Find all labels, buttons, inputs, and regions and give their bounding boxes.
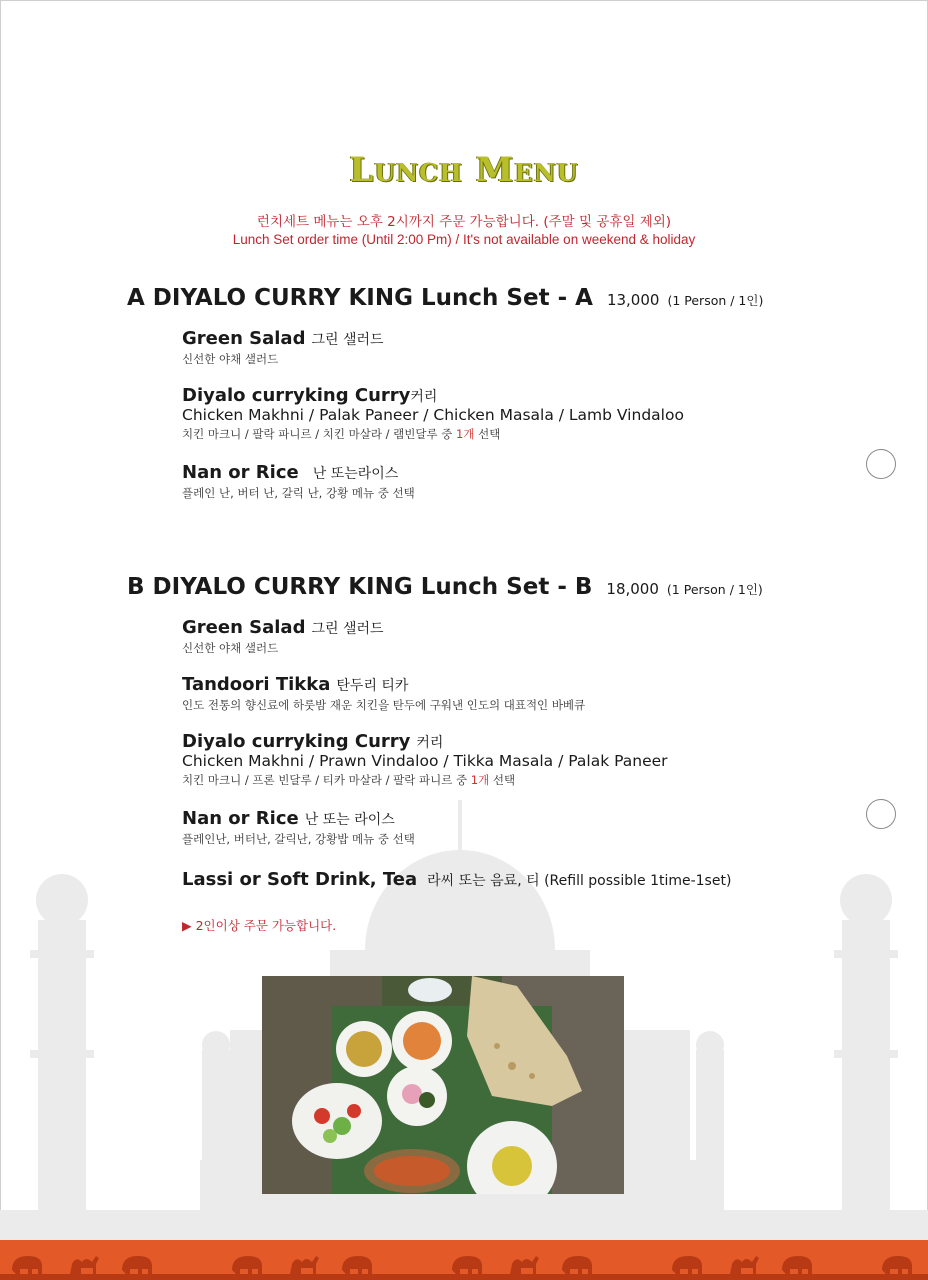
set-a-price: 13,000: [606, 291, 660, 309]
decorative-border-strip: [0, 1240, 928, 1280]
set-a-title: A DIYALO CURRY KING Lunch Set - A: [127, 285, 593, 311]
set-b-item-tandoori: [182, 674, 585, 713]
item-name: Green Salad: [182, 328, 306, 349]
item-name: Nan or Rice: [182, 462, 299, 483]
item-name: Green Salad: [182, 617, 306, 638]
set-b-heading: [127, 574, 763, 600]
binder-hole-bottom: [866, 799, 896, 829]
lunch-set-photo: [262, 976, 624, 1194]
item-name-kr: 그린 샐러드: [311, 332, 384, 348]
item-name: Lassi or Soft Drink, Tea: [182, 869, 418, 890]
subtitle-english: Lunch Set order time (Until 2:00 Pm) / It's not available on weekend & holiday: [232, 232, 696, 247]
item-name-kr: 커리: [410, 389, 438, 405]
item-name: Nan or Rice: [182, 808, 299, 829]
item-name-kr: 라씨 또는 음료, 티 (Refill possible 1time-1set): [427, 873, 732, 889]
item-name: Diyalo curryking Curry: [182, 385, 411, 406]
item-name-kr: 난 또는 라이스: [304, 812, 395, 828]
set-a-item-curry: [182, 385, 684, 442]
item-desc: 신선한 야채 샐러드: [182, 641, 279, 655]
set-b-unit: (1 Person / 1인): [666, 582, 763, 597]
set-b-item-curry: [182, 731, 668, 788]
set-a-unit: (1 Person / 1인): [667, 293, 764, 308]
item-options: Chicken Makhni / Prawn Vindaloo / Tikka Masala / Palak Paneer: [182, 752, 668, 770]
food-illustration: [262, 976, 624, 1194]
item-desc: 치킨 마크니 / 팔락 파니르 / 치킨 마살라 / 램빈달루 중 1개 선택: [182, 427, 501, 441]
item-name-kr: 그린 샐러드: [311, 621, 384, 637]
item-name-kr: 커리: [416, 735, 444, 751]
item-desc: 치킨 마크니 / 프론 빈달루 / 티카 마살라 / 팔락 파니르 중 1개 선택: [182, 773, 516, 787]
menu-title: Lunch Menu: [349, 150, 579, 190]
item-name-kr: 탄두리 티카: [336, 678, 409, 694]
min-order-note: ▶ 2인이상 주문 가능합니다.: [182, 918, 337, 933]
binder-hole-top: [866, 449, 896, 479]
item-desc: 신선한 야채 샐러드: [182, 352, 279, 366]
item-name: Diyalo curryking Curry: [182, 731, 411, 752]
set-a-heading: [127, 285, 763, 311]
item-desc: 인도 전통의 향신료에 하룻밤 재운 치킨을 탄두에 구워낸 인도의 대표적인 바베큐: [182, 698, 586, 712]
item-desc: 플레인난, 버터난, 갈릭난, 강황밥 메뉴 중 선택: [182, 832, 415, 846]
item-name-kr: 난 또는라이스: [312, 466, 399, 482]
set-b-price: 18,000: [606, 580, 659, 598]
set-b-item-salad: [182, 617, 384, 656]
subtitle-korean: 런치세트 메뉴는 오후 2시까지 주문 가능합니다. (주말 및 공휴일 제외): [256, 214, 672, 230]
set-b-item-nan-rice: [182, 808, 415, 847]
item-desc: 플레인 난, 버터 난, 갈릭 난, 강황 메뉴 중 선택: [182, 486, 415, 500]
set-a-item-nan-rice: [182, 462, 415, 501]
set-a-item-salad: [182, 328, 384, 367]
set-b-title: B DIYALO CURRY KING Lunch Set - B: [127, 574, 593, 600]
item-options: Chicken Makhni / Palak Paneer / Chicken Masala / Lamb Vindaloo: [182, 406, 684, 424]
set-b-item-drink: [182, 869, 731, 890]
item-name: Tandoori Tikka: [182, 674, 331, 695]
